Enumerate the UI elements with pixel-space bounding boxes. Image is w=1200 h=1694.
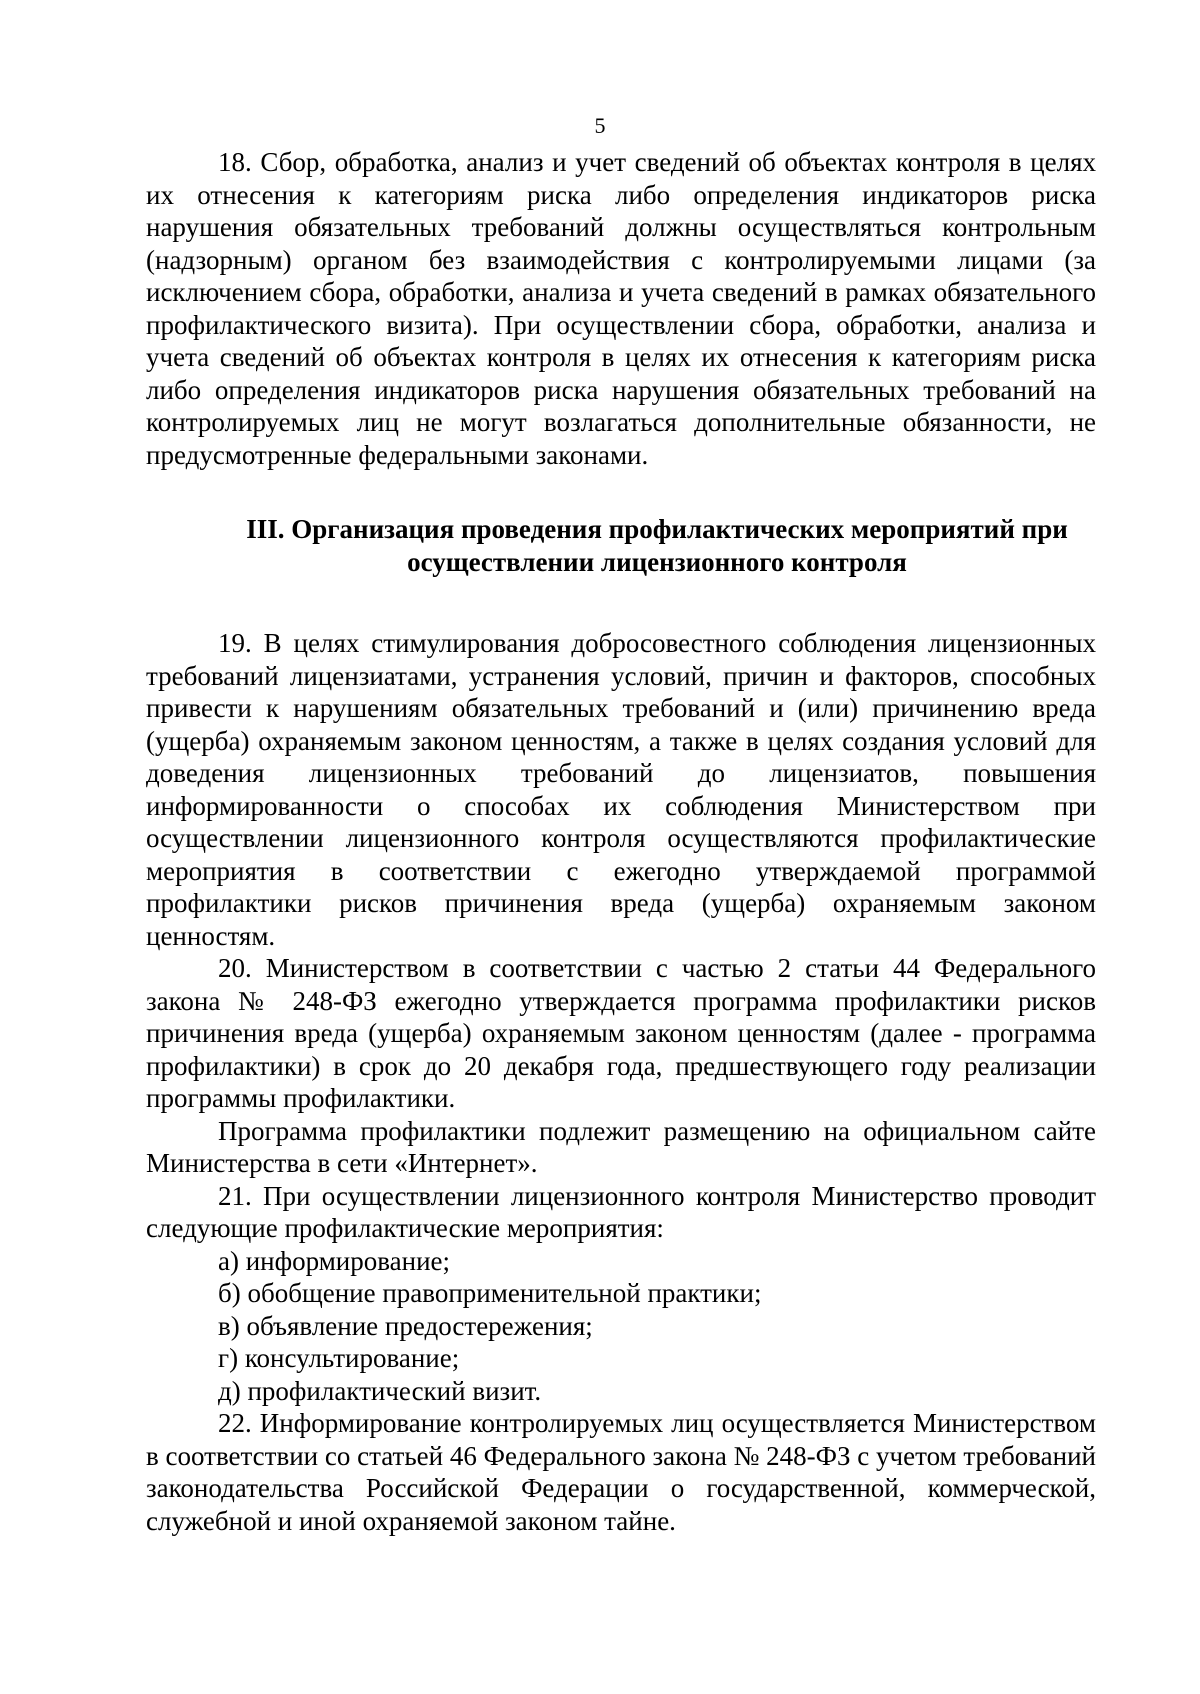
paragraph-21: 21. При осуществлении лицензионного контроля Министерство проводит следующие профилактические мероприятия: — [146, 1180, 1096, 1243]
paragraph-program-publication: Программа профилактики подлежит размещению на официальном сайте Министерства в сети «Интернет». — [146, 1115, 1096, 1178]
paragraph-20: 20. Министерством в соответствии с частью 2 статьи 44 Федерального закона № 248-ФЗ ежегодно утверждается программа профилактики рисков причинения вреда (ущерба) охраняемым законом ценностям (далее - программа профилактики) в срок до 20 декабря года, предшествующего году реализации программы профилактики. — [146, 953, 1096, 1113]
list-item-d: д) профилактический визит. — [218, 1375, 542, 1406]
section-title: III. Организация проведения профилактических мероприятий при осуществлении лицензионного контроля — [246, 514, 1068, 577]
list-item-b: б) обобщение правоприменительной практики; — [218, 1278, 762, 1308]
paragraph-22: 22. Информирование контролируемых лиц осуществляется Министерством в соответствии со статьей 46 Федерального закона № 248-ФЗ с учетом требований законодательства Российской Федерации о государственной, коммерческой, служебной и иной охраняемой законом тайне. — [146, 1408, 1096, 1536]
document-body — [146, 146, 1096, 1537]
list-item-v: в) объявление предостережения; — [218, 1310, 593, 1341]
section-body — [146, 627, 1096, 1537]
list-item-g: г) консультирование; — [218, 1343, 460, 1373]
list-item-a: а) информирование; — [218, 1245, 451, 1276]
paragraph-18: 18. Сбор, обработка, анализ и учет сведений об объектах контроля в целях их отнесения к категориям риска либо определения индикаторов риска нарушения обязательных требований должны осуществляться контрольным (надзорным) органом без взаимодействия с контролируемыми лицами (за исключением сбора, обработки, анализа и учета сведений в рамках обязательного профилактического визита). При осуществлении сбора, обработки, анализа и учета сведений об объектах контроля в целях их отнесения к категориям риска либо определения индикаторов риска нарушения обязательных требований на контролируемых лиц не могут возлагаться дополнительные обязанности, не предусмотренные федеральными законами. — [146, 147, 1096, 470]
page-number: 5 — [594, 113, 606, 138]
paragraph-19: 19. В целях стимулирования добросовестного соблюдения лицензионных требований лицензиатами, устранения условий, причин и факторов, способных привести к нарушениям обязательных требований и (или) причинению вреда (ущерба) охраняемым законом ценностям, а также в целях создания условий для доведения лицензионных требований до лицензиатов, повышения информированности о способах их соблюдения Министерством при осуществлении лицензионного контроля осуществляются профилактические мероприятия в соответствии с ежегодно утверждаемой программой профилактики рисков причинения вреда (ущерба) охраняемым законом ценностям. — [146, 628, 1096, 951]
